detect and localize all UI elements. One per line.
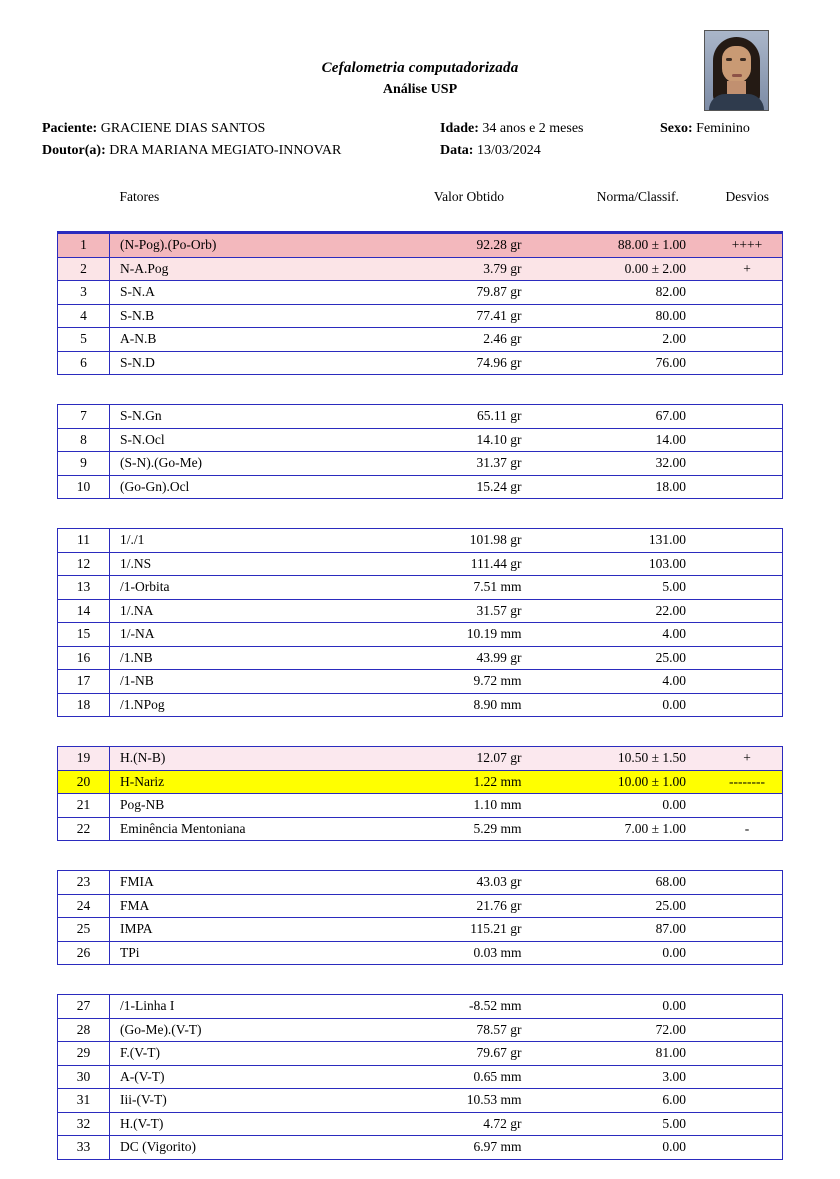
row-factor: N-A.Pog: [109, 257, 374, 281]
table-row[interactable]: [58, 995, 783, 1019]
row-deviation: [712, 1136, 782, 1160]
table-row[interactable]: [58, 475, 783, 499]
row-norm: 7.00 ± 1.00: [564, 817, 713, 841]
date-label: Data:: [440, 143, 474, 158]
row-norm: 0.00: [564, 693, 713, 717]
row-norm: 4.00: [564, 670, 713, 694]
table-row[interactable]: [58, 281, 783, 305]
sex-label: Sexo:: [660, 121, 693, 136]
row-value: 77.41 gr: [374, 304, 563, 328]
row-deviation: [712, 452, 782, 476]
col-header-norm: Norma/Classif.: [596, 189, 679, 204]
row-value: 6.97 mm: [374, 1136, 563, 1160]
row-factor: F.(V-T): [109, 1042, 374, 1066]
measurements-table: [57, 186, 783, 1160]
doctor-label: Doutor(a):: [42, 143, 106, 158]
row-value: 79.87 gr: [374, 281, 563, 305]
row-deviation: [712, 576, 782, 600]
document-header: [0, 0, 840, 100]
row-deviation: [712, 646, 782, 670]
row-factor: 1/./1: [109, 529, 374, 553]
row-number: 5: [58, 328, 110, 352]
table-row[interactable]: [58, 304, 783, 328]
row-number: 9: [58, 452, 110, 476]
row-factor: A-N.B: [109, 328, 374, 352]
row-number: 22: [58, 817, 110, 841]
row-value: 10.53 mm: [374, 1089, 563, 1113]
row-deviation: [712, 304, 782, 328]
table-row[interactable]: [58, 1042, 783, 1066]
row-number: 6: [58, 351, 110, 375]
row-norm: 5.00: [564, 576, 713, 600]
row-number: 17: [58, 670, 110, 694]
table-row[interactable]: [58, 1065, 783, 1089]
table-row[interactable]: [58, 428, 783, 452]
row-deviation: [712, 405, 782, 429]
table-row[interactable]: [58, 328, 783, 352]
row-value: 14.10 gr: [374, 428, 563, 452]
row-norm: 87.00: [564, 918, 713, 942]
table-row[interactable]: [58, 747, 783, 771]
row-factor: H-Nariz: [109, 770, 374, 794]
row-number: 29: [58, 1042, 110, 1066]
row-value: 7.51 mm: [374, 576, 563, 600]
row-factor: Pog-NB: [109, 794, 374, 818]
row-number: 11: [58, 529, 110, 553]
row-factor: /1-NB: [109, 670, 374, 694]
row-factor: FMIA: [109, 871, 374, 895]
row-value: 74.96 gr: [374, 351, 563, 375]
row-factor: H.(N-B): [109, 747, 374, 771]
group-spacer: [58, 499, 783, 529]
header-rule: [58, 209, 783, 233]
row-deviation: [712, 428, 782, 452]
table-row[interactable]: [58, 871, 783, 895]
table-row[interactable]: [58, 576, 783, 600]
row-deviation: [712, 281, 782, 305]
row-norm: 0.00: [564, 794, 713, 818]
row-number: 21: [58, 794, 110, 818]
row-deviation: ++++: [712, 233, 782, 258]
row-factor: S-N.A: [109, 281, 374, 305]
row-deviation: [712, 328, 782, 352]
table-column-headers: [58, 186, 783, 209]
row-norm: 25.00: [564, 646, 713, 670]
row-norm: 4.00: [564, 623, 713, 647]
row-number: 26: [58, 941, 110, 965]
row-value: 101.98 gr: [374, 529, 563, 553]
row-factor: /1-Linha I: [109, 995, 374, 1019]
age-value: 34 anos e 2 meses: [482, 121, 584, 136]
row-deviation: [712, 599, 782, 623]
row-value: 1.22 mm: [374, 770, 563, 794]
row-value: 31.57 gr: [374, 599, 563, 623]
row-norm: 3.00: [564, 1065, 713, 1089]
row-number: 1: [58, 233, 110, 258]
table-row[interactable]: [58, 646, 783, 670]
page-subtitle: Análise USP: [382, 82, 458, 97]
row-factor: 1/.NS: [109, 552, 374, 576]
row-value: 15.24 gr: [374, 475, 563, 499]
row-factor: 1/-NA: [109, 623, 374, 647]
row-factor: FMA: [109, 894, 374, 918]
row-factor: H.(V-T): [109, 1112, 374, 1136]
table-row[interactable]: [58, 599, 783, 623]
row-norm: 2.00: [564, 328, 713, 352]
row-value: 3.79 gr: [374, 257, 563, 281]
row-factor: /1.NPog: [109, 693, 374, 717]
row-deviation: [712, 1018, 782, 1042]
row-factor: IMPA: [109, 918, 374, 942]
doctor-value: DRA MARIANA MEGIATO-INNOVAR: [109, 143, 342, 158]
group-spacer: [58, 841, 783, 871]
row-deviation: [712, 693, 782, 717]
row-value: 65.11 gr: [374, 405, 563, 429]
row-deviation: -: [712, 817, 782, 841]
row-norm: 76.00: [564, 351, 713, 375]
row-value: 5.29 mm: [374, 817, 563, 841]
row-deviation: [712, 794, 782, 818]
row-number: 32: [58, 1112, 110, 1136]
row-norm: 103.00: [564, 552, 713, 576]
row-factor: (Go-Me).(V-T): [109, 1018, 374, 1042]
row-deviation: [712, 871, 782, 895]
row-factor: S-N.D: [109, 351, 374, 375]
row-number: 19: [58, 747, 110, 771]
table-row[interactable]: [58, 257, 783, 281]
table-row[interactable]: [58, 941, 783, 965]
row-factor: Eminência Mentoniana: [109, 817, 374, 841]
table-row[interactable]: [58, 693, 783, 717]
row-norm: 0.00 ± 2.00: [564, 257, 713, 281]
row-factor: DC (Vigorito): [109, 1136, 374, 1160]
row-value: 115.21 gr: [374, 918, 563, 942]
row-deviation: [712, 475, 782, 499]
row-deviation: [712, 670, 782, 694]
row-norm: 88.00 ± 1.00: [564, 233, 713, 258]
table-row[interactable]: [58, 918, 783, 942]
row-norm: 80.00: [564, 304, 713, 328]
row-deviation: [712, 552, 782, 576]
row-norm: 81.00: [564, 1042, 713, 1066]
table-row[interactable]: [58, 894, 783, 918]
row-value: 78.57 gr: [374, 1018, 563, 1042]
row-number: 28: [58, 1018, 110, 1042]
row-value: 0.03 mm: [374, 941, 563, 965]
patient-photo: [704, 30, 769, 111]
patient-info: [0, 118, 840, 164]
table-row[interactable]: [58, 1112, 783, 1136]
row-deviation: [712, 351, 782, 375]
row-deviation: [712, 941, 782, 965]
row-norm: 14.00: [564, 428, 713, 452]
row-number: 14: [58, 599, 110, 623]
patient-label: Paciente:: [42, 121, 98, 136]
row-norm: 10.00 ± 1.00: [564, 770, 713, 794]
row-factor: S-N.B: [109, 304, 374, 328]
row-number: 31: [58, 1089, 110, 1113]
row-value: 43.99 gr: [374, 646, 563, 670]
page-title: Cefalometria computadorizada: [321, 60, 519, 76]
row-norm: 0.00: [564, 1136, 713, 1160]
table-row[interactable]: [58, 351, 783, 375]
row-deviation: +: [712, 747, 782, 771]
row-factor: S-N.Ocl: [109, 428, 374, 452]
row-number: 13: [58, 576, 110, 600]
row-number: 30: [58, 1065, 110, 1089]
group-spacer: [58, 375, 783, 405]
row-norm: 82.00: [564, 281, 713, 305]
row-value: 1.10 mm: [374, 794, 563, 818]
col-header-num: [58, 186, 110, 209]
row-deviation: [712, 1065, 782, 1089]
row-deviation: [712, 1042, 782, 1066]
row-deviation: [712, 995, 782, 1019]
row-norm: 6.00: [564, 1089, 713, 1113]
row-value: -8.52 mm: [374, 995, 563, 1019]
row-norm: 68.00: [564, 871, 713, 895]
row-deviation: [712, 529, 782, 553]
measurements-table-wrapper: [57, 186, 783, 1160]
row-number: 16: [58, 646, 110, 670]
table-row[interactable]: [58, 817, 783, 841]
row-value: 10.19 mm: [374, 623, 563, 647]
row-number: 23: [58, 871, 110, 895]
row-number: 33: [58, 1136, 110, 1160]
col-header-dev: Desvios: [725, 189, 770, 204]
table-row[interactable]: [58, 405, 783, 429]
row-value: 2.46 gr: [374, 328, 563, 352]
row-number: 4: [58, 304, 110, 328]
row-number: 18: [58, 693, 110, 717]
row-number: 2: [58, 257, 110, 281]
row-norm: 18.00: [564, 475, 713, 499]
row-deviation: [712, 623, 782, 647]
row-number: 10: [58, 475, 110, 499]
row-value: 0.65 mm: [374, 1065, 563, 1089]
table-row[interactable]: [58, 529, 783, 553]
row-norm: 67.00: [564, 405, 713, 429]
row-norm: 0.00: [564, 941, 713, 965]
row-factor: /1-Orbita: [109, 576, 374, 600]
row-value: 111.44 gr: [374, 552, 563, 576]
sex-value: Feminino: [696, 121, 750, 136]
row-value: 43.03 gr: [374, 871, 563, 895]
patient-value: GRACIENE DIAS SANTOS: [100, 121, 266, 136]
row-deviation: --------: [712, 770, 782, 794]
row-number: 27: [58, 995, 110, 1019]
row-value: 79.67 gr: [374, 1042, 563, 1066]
row-deviation: [712, 894, 782, 918]
table-row[interactable]: [58, 452, 783, 476]
col-header-value: Valor Obtido: [433, 189, 504, 204]
row-number: 12: [58, 552, 110, 576]
row-norm: 72.00: [564, 1018, 713, 1042]
row-factor: (Go-Gn).Ocl: [109, 475, 374, 499]
row-norm: 131.00: [564, 529, 713, 553]
row-number: 8: [58, 428, 110, 452]
row-norm: 0.00: [564, 995, 713, 1019]
row-norm: 25.00: [564, 894, 713, 918]
row-norm: 32.00: [564, 452, 713, 476]
date-value: 13/03/2024: [476, 143, 541, 158]
row-deviation: [712, 1112, 782, 1136]
row-number: 7: [58, 405, 110, 429]
row-factor: TPi: [109, 941, 374, 965]
row-number: 24: [58, 894, 110, 918]
row-factor: Iii-(V-T): [109, 1089, 374, 1113]
row-deviation: [712, 1089, 782, 1113]
row-factor: S-N.Gn: [109, 405, 374, 429]
row-norm: 10.50 ± 1.50: [564, 747, 713, 771]
table-row[interactable]: [58, 233, 783, 258]
row-norm: 22.00: [564, 599, 713, 623]
row-value: 4.72 gr: [374, 1112, 563, 1136]
table-row[interactable]: [58, 1018, 783, 1042]
row-value: 8.90 mm: [374, 693, 563, 717]
table-row[interactable]: [58, 794, 783, 818]
row-norm: 5.00: [564, 1112, 713, 1136]
row-deviation: [712, 918, 782, 942]
row-value: 21.76 gr: [374, 894, 563, 918]
age-label: Idade:: [440, 121, 479, 136]
row-deviation: +: [712, 257, 782, 281]
row-number: 3: [58, 281, 110, 305]
row-value: 31.37 gr: [374, 452, 563, 476]
row-value: 12.07 gr: [374, 747, 563, 771]
table-row[interactable]: [58, 623, 783, 647]
row-factor: 1/.NA: [109, 599, 374, 623]
table-row[interactable]: [58, 1136, 783, 1160]
table-row[interactable]: [58, 670, 783, 694]
row-number: 25: [58, 918, 110, 942]
row-value: 92.28 gr: [374, 233, 563, 258]
row-value: 9.72 mm: [374, 670, 563, 694]
col-header-factor: Fatores: [119, 189, 160, 204]
row-factor: (S-N).(Go-Me): [109, 452, 374, 476]
row-number: 20: [58, 770, 110, 794]
row-factor: /1.NB: [109, 646, 374, 670]
group-spacer: [58, 717, 783, 747]
table-row[interactable]: [58, 552, 783, 576]
table-row[interactable]: [58, 770, 783, 794]
table-row[interactable]: [58, 1089, 783, 1113]
row-factor: (N-Pog).(Po-Orb): [109, 233, 374, 258]
row-number: 15: [58, 623, 110, 647]
row-factor: A-(V-T): [109, 1065, 374, 1089]
group-spacer: [58, 965, 783, 995]
